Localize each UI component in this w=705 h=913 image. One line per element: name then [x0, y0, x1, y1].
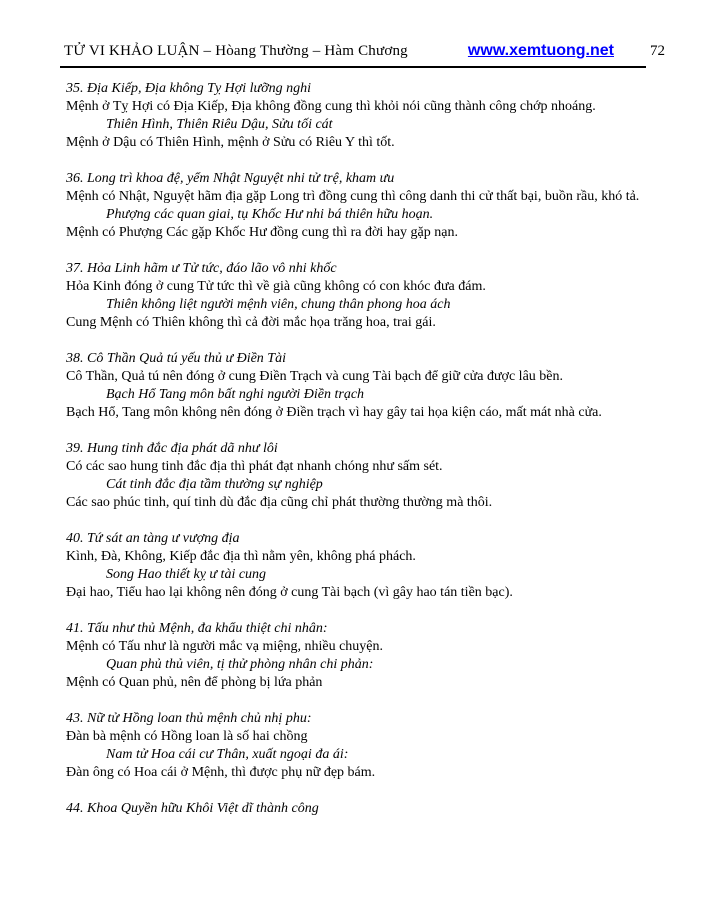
section [66, 620, 650, 692]
document-content [66, 80, 650, 836]
page-number: 72 [650, 43, 665, 59]
website-link[interactable]: www.xemtuong.net [467, 42, 614, 59]
section-text: Mệnh có Tấu như là người mắc vạ miệng, nhiều chuyện. [66, 639, 384, 654]
section-heading: 39. Hung tinh đắc địa phát dã như lôi [66, 441, 278, 456]
section-text: Cô Thần, Quả tú nên đóng ở cung Điền Trạch và cung Tài bạch để giữ cửa được lâu bền. [66, 369, 563, 384]
section [66, 440, 650, 512]
section-text: Đàn bà mệnh có Hồng loan là số hai chồng [66, 729, 308, 744]
header-rule [60, 66, 646, 68]
section-subheading: Cát tinh đắc địa tầm thường sự nghiệp [106, 477, 323, 492]
section-text: Kình, Đà, Không, Kiếp đắc địa thì nằm yên, không phá phách. [66, 549, 416, 564]
header-title: TỬ VI KHẢO LUẬN – Hòang Thường – Hàm Chương [64, 43, 408, 59]
section [66, 800, 650, 818]
section-text: Đại hao, Tiểu hao lại không nên đóng ở cung Tài bạch (vì gây hao tán tiền bạc). [66, 585, 513, 600]
section-text: Mệnh ở Tỵ Hợi có Địa Kiếp, Địa không đồng cung thì khỏi nói cũng thành công chớp nhoáng. [66, 99, 596, 114]
section-subheading: Thiên không liệt người mệnh viên, chung thân phong hoa ách [106, 297, 451, 312]
section-subheading: Phượng các quan giai, tụ Khốc Hư nhi bá thiên hữu hoạn. [106, 207, 434, 222]
section-heading: 41. Tấu như thủ Mệnh, đa khẩu thiệt chi nhân: [66, 621, 328, 636]
section-heading: 38. Cô Thần Quả tú yếu thủ ư Điền Tài [66, 351, 286, 366]
section [66, 170, 650, 242]
section-text: Mệnh có Quan phủ, nên để phòng bị lứa phản [66, 675, 323, 690]
section [66, 80, 650, 152]
section-text: Bạch Hổ, Tang môn không nên đóng ở Điền trạch vì hay gây tai họa kiện cáo, mất mát nhà cửa. [66, 405, 602, 420]
section-heading: 44. Khoa Quyền hữu Khôi Việt dĩ thành công [66, 801, 319, 816]
page-header [64, 42, 665, 60]
header-right [468, 42, 665, 60]
section-text: Hỏa Kinh đóng ở cung Tử tức thì về già cũng không có con khóc đưa đám. [66, 279, 486, 294]
section-subheading: Thiên Hình, Thiên Riêu Dậu, Sửu tối cát [106, 117, 333, 132]
section-text: Các sao phúc tinh, quí tinh dù đắc địa cũng chỉ phát thường thường mà thôi. [66, 495, 493, 510]
section-text: Mệnh có Nhật, Nguyệt hãm địa gặp Long trì đồng cung thì công danh thi cử thất bại, buồn rầu, khó tả. [66, 189, 640, 204]
section [66, 260, 650, 332]
section-heading: 40. Tứ sát an tàng ư vượng địa [66, 531, 240, 546]
section-text: Cung Mệnh có Thiên không thì cả đời mắc họa trăng hoa, trai gái. [66, 315, 436, 330]
section-text: Đàn ông có Hoa cái ở Mệnh, thì được phụ nữ đẹp bám. [66, 765, 376, 780]
section-heading: 36. Long trì khoa đệ, yểm Nhật Nguyệt nhi tử trệ, kham ưu [66, 171, 395, 186]
section-subheading: Bạch Hổ Tang môn bất nghi người Điền trạch [106, 387, 365, 402]
section-text: Mệnh ở Dậu có Thiên Hình, mệnh ở Sửu có Riêu Y thì tốt. [66, 135, 395, 150]
section-heading: 43. Nữ tử Hồng loan thủ mệnh chủ nhị phu: [66, 711, 312, 726]
section-heading: 37. Hỏa Linh hãm ư Tử tức, đáo lão vô nhi khốc [66, 261, 337, 276]
section [66, 530, 650, 602]
section-subheading: Song Hao thiết kỵ ư tài cung [106, 567, 267, 582]
section-heading: 35. Địa Kiếp, Địa không Tỵ Hợi lưỡng nghi [66, 81, 312, 96]
section-subheading: Nam tử Hoa cái cư Thân, xuất ngoại đa ái: [106, 747, 349, 762]
section-text: Mệnh có Phượng Các gặp Khốc Hư đồng cung thì ra đời hay gặp nạn. [66, 225, 458, 240]
section [66, 710, 650, 782]
section-subheading: Quan phủ thủ viên, tị thử phòng nhân chi phản: [106, 657, 374, 672]
section-text: Có các sao hung tinh đắc địa thì phát đạt nhanh chóng như sấm sét. [66, 459, 443, 474]
section [66, 350, 650, 422]
